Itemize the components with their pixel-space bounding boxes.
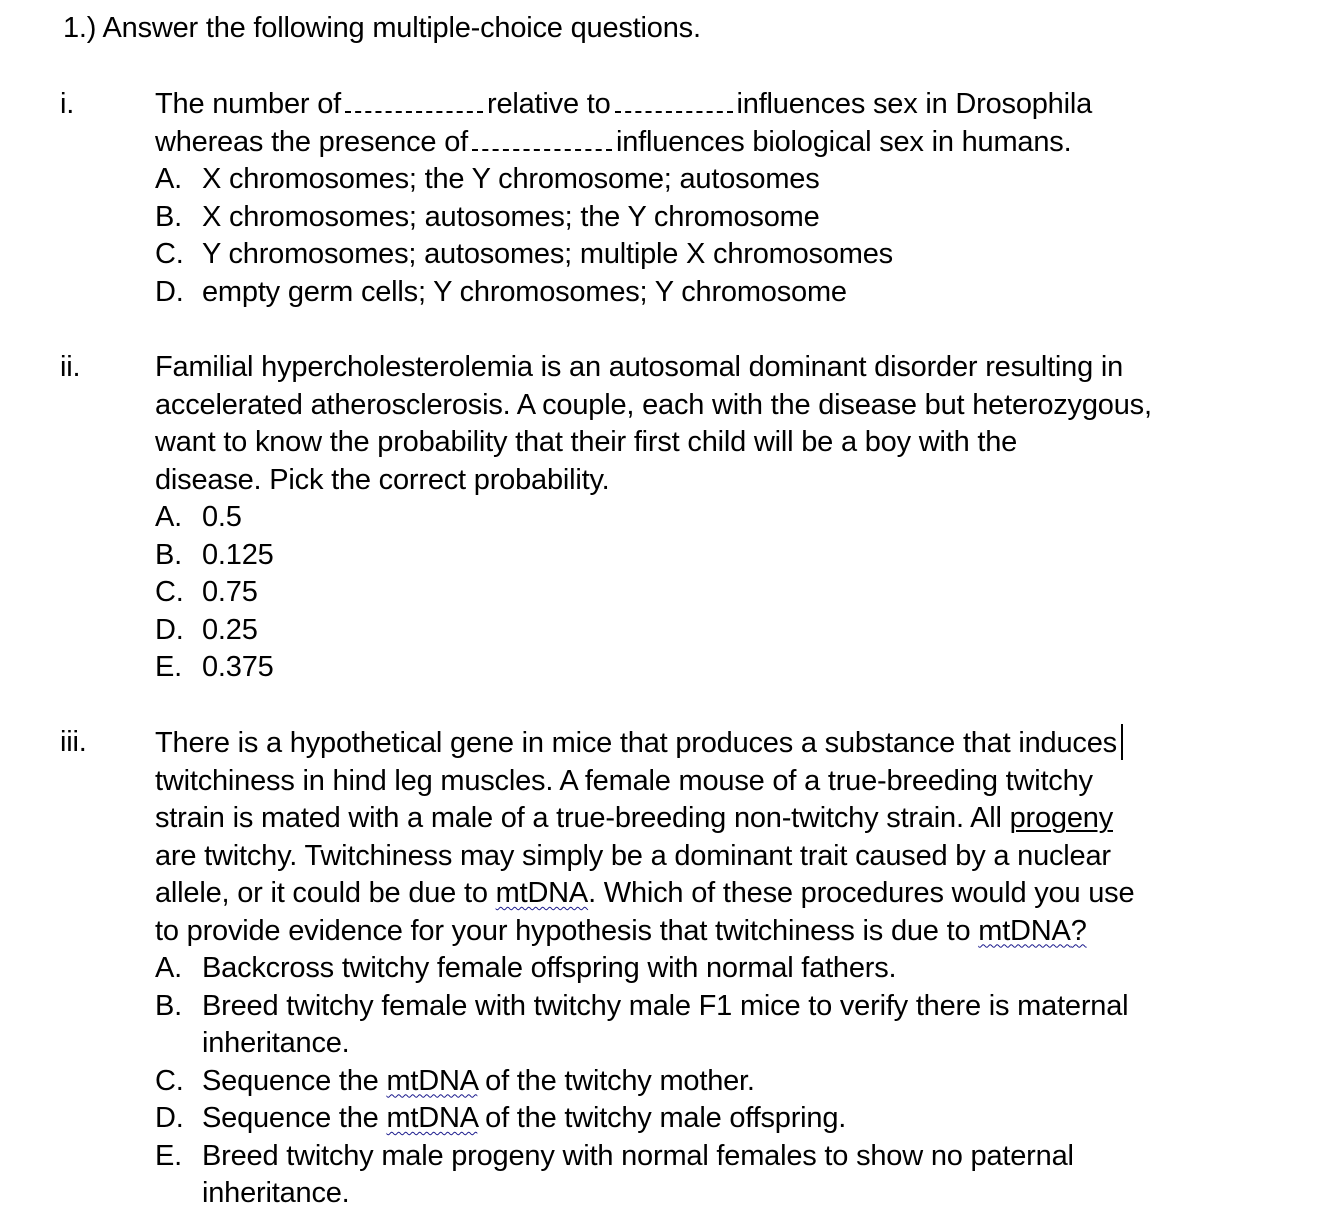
option-letter: B. (155, 989, 182, 1022)
stem-line (155, 124, 1315, 162)
option-c[interactable] (155, 1063, 1315, 1101)
answer-blank (615, 89, 733, 113)
option-letter: C. (155, 1064, 184, 1097)
text-cursor (1121, 724, 1123, 760)
spellcheck-word: ? (1070, 914, 1087, 947)
option-c[interactable] (155, 236, 1315, 274)
option-text: 0.125 (202, 538, 274, 571)
underlined-word: progeny (1009, 802, 1113, 834)
stem-text: to provide evidence for your hypothesis that twitchiness is due to (155, 914, 979, 947)
option-a[interactable] (155, 499, 1315, 537)
question-body (155, 349, 1315, 687)
stem-line (155, 724, 1315, 763)
stem-text: relative to (487, 88, 611, 120)
option-text: Y chromosomes; autosomes; multiple X chromosomes (202, 238, 893, 270)
option-letter: E. (155, 651, 182, 683)
stem-line (155, 913, 1315, 951)
option-text: 0.75 (202, 576, 258, 608)
option-b[interactable] (155, 988, 1315, 1026)
spellcheck-word: mtDNA (978, 914, 1071, 947)
option-letter: E. (155, 1139, 182, 1172)
option-letter: D. (155, 1102, 184, 1134)
option-text: 0.25 (202, 613, 258, 646)
spellcheck-word: mtDNA (495, 877, 589, 909)
stem-line: twitchiness in hind leg muscles. A female mouse of a true-breeding twitchy (155, 764, 1093, 797)
option-a[interactable] (155, 161, 1315, 199)
option-letter: B. (155, 200, 182, 233)
stem-text: . Which of these procedures would you use (588, 877, 1135, 909)
question-number: ii. (60, 351, 81, 383)
spellcheck-word: mtDNA (386, 1102, 478, 1134)
option-text: empty germ cells; Y chromosomes; Y chromosome (202, 275, 847, 308)
stem-line (155, 800, 1315, 838)
option-text: 0.5 (202, 501, 242, 533)
option-d[interactable] (155, 274, 1315, 312)
question-number: i. (60, 88, 75, 120)
stem-text: There is a hypothetical gene in mice that produces a substance that induces (155, 727, 1117, 759)
option-text (202, 1063, 755, 1101)
option-letter: C. (155, 576, 184, 608)
stem-text: whereas the presence of (155, 125, 468, 158)
question-number: iii. (60, 726, 87, 758)
stem-text: influences sex in Drosophila (736, 88, 1093, 120)
stem-line (155, 875, 1315, 913)
option-text: 0.375 (202, 651, 274, 683)
stem-line: accelerated atherosclerosis. A couple, each with the disease but heterozygous, (155, 388, 1152, 421)
option-d[interactable] (155, 1100, 1315, 1138)
option-e[interactable] (155, 1138, 1315, 1176)
option-c[interactable] (155, 574, 1315, 612)
option-letter: B. (155, 538, 182, 571)
stem-line: are twitchy. Twitchiness may simply be a dominant trait caused by a nuclear (155, 839, 1111, 872)
stem-line (155, 86, 1315, 124)
option-letter: D. (155, 613, 184, 646)
option-b[interactable] (155, 537, 1315, 575)
stem-text: The number of (155, 88, 341, 120)
option-text: X chromosomes; autosomes; the Y chromosome (202, 200, 820, 233)
answer-blank (345, 89, 483, 113)
spellcheck-word: mtDNA (386, 1064, 478, 1097)
option-letter: A. (155, 163, 182, 195)
option-text-part: of the twitchy mother. (477, 1064, 755, 1097)
stem-line: Familial hypercholesterolemia is an autosomal dominant disorder resulting in (155, 351, 1124, 383)
answer-blank (472, 127, 612, 151)
stem-text: strain is mated with a male of a true-breeding non-twitchy strain. All (155, 802, 1010, 834)
option-text: X chromosomes; the Y chromosome; autosomes (202, 163, 820, 195)
option-text: Backcross twitchy female offspring with normal fathers. (202, 952, 897, 984)
stem-line: want to know the probability that their first child will be a boy with the (155, 426, 1018, 458)
question-body (155, 724, 1315, 1213)
option-letter: A. (155, 501, 182, 533)
option-text-part: of the twitchy male offspring. (477, 1102, 847, 1134)
option-e[interactable] (155, 649, 1315, 687)
option-letter: D. (155, 275, 184, 308)
worksheet-heading: 1.) Answer the following multiple-choice questions. (63, 12, 701, 44)
option-text: Breed twitchy female with twitchy male F1 mice to verify there is maternal (202, 989, 1129, 1022)
option-text-part: Sequence the (202, 1064, 387, 1097)
stem-text: influences biological sex in humans. (615, 125, 1072, 158)
stem-line: disease. Pick the correct probability. (155, 463, 610, 496)
option-b[interactable] (155, 199, 1315, 237)
option-a[interactable] (155, 950, 1315, 988)
option-text: Breed twitchy male progeny with normal females to show no paternal (202, 1139, 1074, 1172)
question-body (155, 86, 1315, 311)
option-text-continued: inheritance. (202, 1177, 350, 1209)
option-text-part: Sequence the (202, 1102, 387, 1134)
option-text (202, 1100, 846, 1138)
option-d[interactable] (155, 612, 1315, 650)
option-text-continued: inheritance. (202, 1027, 350, 1059)
option-letter: C. (155, 238, 184, 270)
stem-text: allele, or it could be due to (155, 877, 496, 909)
option-letter: A. (155, 952, 182, 984)
